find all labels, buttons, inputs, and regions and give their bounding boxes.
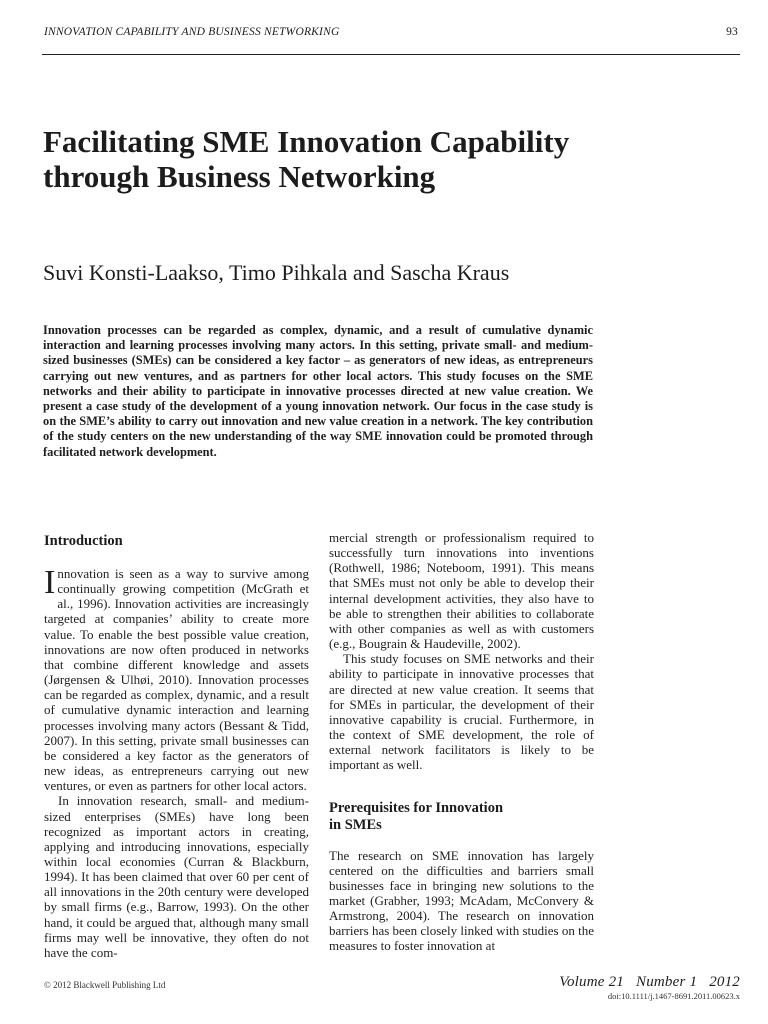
issue-number: Number 1 (636, 974, 698, 990)
article-authors: Suvi Konsti-Laakso, Timo Pihkala and Sascha Kraus (43, 260, 510, 285)
right-column (329, 530, 594, 954)
article-title: Facilitating SME Innovation Capability through Business Networking (43, 124, 570, 194)
heading-line: Prerequisites for Innovation (329, 799, 504, 816)
doi: doi:10.1111/j.1467-8691.2011.00623.x (607, 991, 740, 1001)
paragraph: mercial strength or professionalism required to successfully turn innovations into inventions (Rothwell, 1986; Noteboom, 1991). This means that SMEs must not only be able to develop their internal development activities, they also have to be able to strengthen their abilities to collaborate with other companies as well as with customers (e.g., Bougrain & Haudeville, 2002). (329, 530, 594, 652)
page-number: 93 (726, 26, 738, 38)
drop-cap: I (44, 564, 56, 601)
section-heading-introduction: Introduction (44, 533, 123, 549)
paragraph: The research on SME innovation has largely centered on the difficulties and barriers small businesses face in bringing new solutions to the market (Grabher, 1993; McAdam, McConvery & Armstrong, 2004). The research on innovation barriers has been closely linked with studies on the measures to foster innovation at (329, 847, 594, 954)
paragraph-text: nnovation is seen as a way to survive among continually growing competition (McGrath et al., 1996). Innovation activities are increasingly targeted at companies’ ability to create more value. To enable the best possible value creation, innovations are now often produced in networks that combine different knowledge and assets (Jørgensen & Ulhøi, 2010). Innovation processes can be regarded as complex, dynamic, and a result of cumulative dynamic interaction and learning processes involving many actors (Bessant & Tidd, 2007). In this setting, private small businesses can be considered a key factor as the generators of new ideas, as entrepreneurs carrying out new ventures, or even as partners for other local actors. (44, 566, 309, 794)
volume: Volume 21 (559, 974, 624, 990)
heading-line: in SMEs (329, 816, 382, 833)
copyright-notice: © 2012 Blackwell Publishing Ltd (44, 980, 166, 990)
footer-citation (559, 974, 740, 1001)
paragraph: This study focuses on SME networks and their ability to participate in innovative processes that are directed at new value creation. It seems that for SMEs in particular, the development of their innovative capability is crucial. Furthermore, in the context of SME development, the role of external network facilitators is likely to be important as well. (329, 651, 594, 773)
year: 2012 (709, 974, 740, 990)
left-column (44, 531, 309, 960)
section-heading-prerequisites (329, 800, 594, 834)
running-title: INNOVATION CAPABILITY AND BUSINESS NETWORKING (44, 26, 340, 38)
abstract: Innovation processes can be regarded as complex, dynamic, and a result of cumulative dynamic interaction and learning processes involving many actors. In this setting, private small- and medium-sized businesses (SMEs) can be considered a key factor – as generators of new ideas, as entrepreneurs carrying out new ventures, and as partners for other local actors. This study focuses on the SME networks and their ability to participate in innovative processes directed at new value creation. We present a case study of the development of a young innovation network. Our focus in the case study is on the SME’s ability to carry out innovation and new value creation in a network. The key contribution of the study centers on the new understanding of the way SME innovation could be promoted through facilitated network development. (43, 323, 593, 459)
header-rule (42, 54, 740, 55)
running-header (44, 26, 738, 38)
paragraph: In innovation research, small- and medium-sized enterprises (SMEs) have long been recognized as important actors in creating, applying and introducing innovations, especially within local economies (Curran & Blackburn, 1994). It has been claimed that over 60 per cent of all innovations in the 20th century were developed by small firms (e.g., Barrow, 1993). On the other hand, it could be argued that, although many small firms may well be innovative, they often do not have the com- (44, 793, 309, 960)
volume-info (559, 974, 740, 991)
paragraph (44, 566, 309, 793)
